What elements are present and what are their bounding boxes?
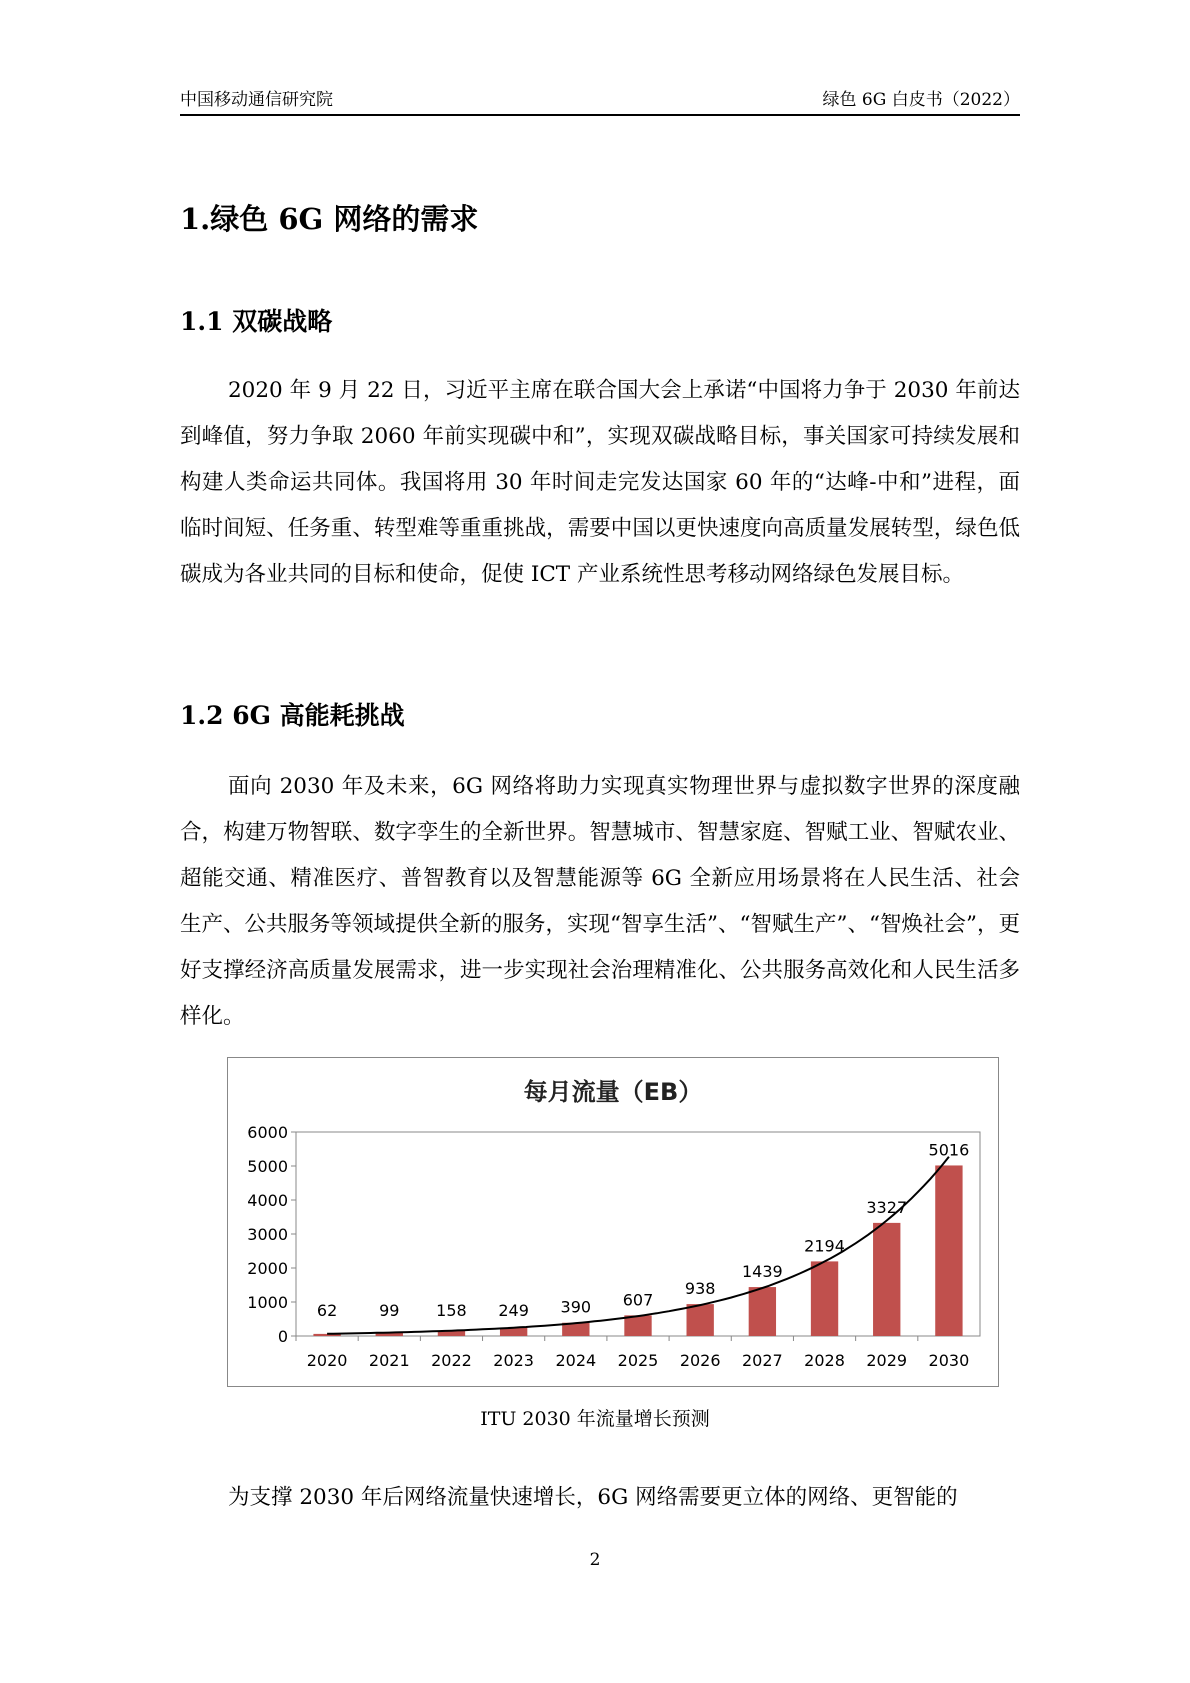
header-org: 中国移动通信研究院 — [180, 90, 333, 110]
y-tick-label: 5000 — [247, 1157, 288, 1176]
bar — [811, 1261, 838, 1336]
y-tick-label: 0 — [277, 1327, 288, 1346]
chart-caption: ITU 2030 年流量增长预测 — [480, 1408, 710, 1430]
x-tick-label: 2020 — [306, 1351, 348, 1370]
bar — [873, 1223, 900, 1336]
x-tick-label: 2026 — [679, 1351, 721, 1370]
y-tick-label: 4000 — [247, 1191, 288, 1210]
bar — [749, 1287, 776, 1336]
traffic-chart-svg — [228, 1058, 998, 1386]
x-tick-label: 2024 — [555, 1351, 597, 1370]
data-label: 2194 — [804, 1236, 845, 1256]
data-label: 62 — [316, 1301, 338, 1320]
chapter-title: 1.绿色 6G 网络的需求 — [180, 202, 479, 236]
x-tick-label: 2025 — [617, 1351, 659, 1370]
section-1-1-paragraph: 2020 年 9 月 22 日，习近平主席在联合国大会上承诺“中国将力争于 2030 年前达到峰值，努力争取 2060 年前实现碳中和”，实现双碳战略目标，事关国家可持续发展和构建人类命运共同体。我国将用 30 年时间走完发达国家 60 年的“达峰-中和”进程，面临时间短、任务重、转型难等重重挑战，需要中国以更快速度向高质量发展转型，绿色低碳成为各业共同的目标和使命，促使 ICT 产业系统性思考移动网络绿色发展目标。 — [180, 378, 1020, 587]
data-label: 938 — [684, 1279, 716, 1299]
section-heading-1-2: 1.2 6G 高能耗挑战 — [180, 701, 405, 730]
closing-line: 为支撑 2030 年后网络流量快速增长，6G 网络需要更立体的网络、更智能的 — [228, 1485, 958, 1510]
bar — [624, 1315, 651, 1336]
x-tick-label: 2022 — [431, 1351, 472, 1370]
page-number: 2 — [589, 1550, 601, 1570]
data-label: 607 — [622, 1290, 654, 1310]
y-tick-label: 2000 — [247, 1259, 288, 1278]
data-label: 158 — [436, 1301, 467, 1320]
y-tick-label: 3000 — [247, 1225, 288, 1244]
data-label: 249 — [498, 1301, 529, 1320]
data-label: 1439 — [742, 1262, 783, 1282]
data-label: 5016 — [928, 1140, 970, 1160]
page-header — [180, 82, 1020, 116]
header-doc-title: 绿色 6G 白皮书（2022） — [822, 90, 1020, 110]
x-tick-label: 2028 — [804, 1351, 845, 1370]
bar — [935, 1165, 962, 1336]
section-1-2-paragraph: 面向 2030 年及未来，6G 网络将助力实现真实物理世界与虚拟数字世界的深度融合，构建万物智联、数字孪生的全新世界。智慧城市、智慧家庭、智赋工业、智赋农业、超能交通、精准医疗、普智教育以及智慧能源等 6G 全新应用场景将在人民生活、社会生产、公共服务等领域提供全新的服务，实现“智享生活”、“智赋生产”、“智焕社会”，更好支撑经济高质量发展需求，进一步实现社会治理精准化、公共服务高效化和人民生活多样化。 — [180, 774, 1020, 1029]
x-tick-label: 2027 — [742, 1351, 783, 1370]
traffic-chart — [227, 1057, 999, 1387]
data-label: 390 — [560, 1297, 592, 1317]
bar — [687, 1304, 714, 1336]
x-tick-label: 2021 — [368, 1351, 410, 1370]
chart-title: 每月流量（EB） — [523, 1078, 703, 1106]
data-label: 99 — [379, 1301, 400, 1320]
x-tick-label: 2023 — [493, 1351, 534, 1370]
data-label: 3327 — [866, 1197, 908, 1217]
section-heading-1-1: 1.1 双碳战略 — [180, 307, 333, 336]
x-tick-label: 2029 — [866, 1351, 908, 1370]
y-tick-label: 6000 — [247, 1123, 288, 1142]
y-tick-label: 1000 — [247, 1293, 288, 1312]
x-tick-label: 2030 — [928, 1351, 970, 1370]
